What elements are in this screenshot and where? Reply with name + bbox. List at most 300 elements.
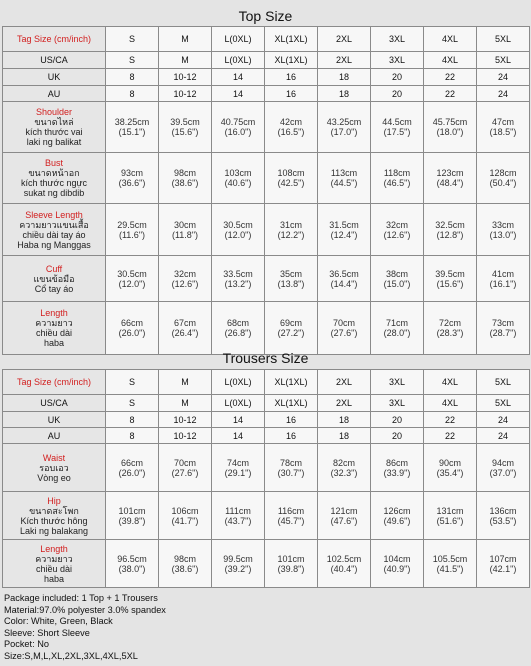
size-header-cell: 5XL [477,27,530,52]
measure-inch: (40.4") [330,563,358,574]
measure-label [3,204,106,256]
measure-inch: (38.0") [118,563,146,574]
measure-inch: (12.6") [383,229,411,240]
measure-inch: (29.1") [224,467,252,478]
measure-cm: 126cm [383,505,411,516]
measure-inch: (15.0") [383,278,411,289]
measure-value-cell [159,204,212,256]
size-row-us-ca [3,395,530,412]
measure-value-cell [212,256,265,302]
measure-value-cell [318,153,371,204]
measure-value-cell [318,540,371,588]
measure-translation: ขนาดไหล่ [34,117,74,127]
measure-label [3,492,106,540]
measure-inch: (40.9") [383,563,411,574]
size-value-cell: 20 [371,86,424,102]
pocket-line: Pocket: No [4,639,49,650]
size-value-cell: 5XL [477,395,530,412]
measure-inch: (26.4") [171,328,199,338]
measure-cm: 131cm [436,505,464,516]
size-value-cell: L(0XL) [212,395,265,412]
measure-value-cell [265,540,318,588]
measure-name: Bust [44,158,63,168]
size-value-cell: 18 [318,86,371,102]
measure-value-cell [212,153,265,204]
size-value-cell: 10-12 [159,428,212,444]
size-value-cell: 10-12 [159,86,212,102]
size-value-cell: 20 [371,69,424,86]
measure-cm: 70cm [173,457,196,468]
measure-translation: sukat ng dibdib [23,188,85,198]
top-size-table [2,26,530,355]
measure-cm: 44.5cm [382,117,412,127]
size-row-uk [3,69,530,86]
measure-inch: (39.2") [224,563,252,574]
size-system-label: UK [3,412,106,428]
measure-value-cell [477,492,530,540]
measure-value-cell [477,153,530,204]
measure-cm: 39.5cm [435,268,465,279]
size-header-cell: 4XL [424,27,477,52]
measure-row-waist [3,444,530,492]
measure-cm: 116cm [277,505,305,516]
size-value-cell: 16 [265,428,318,444]
measure-value-cell [424,153,477,204]
size-value-cell: 14 [212,428,265,444]
measure-inch: (13.8") [277,278,305,289]
size-value-cell: 24 [477,412,530,428]
measure-name: Length [40,543,68,554]
size-value-cell: 24 [477,428,530,444]
measure-row-shoulder [3,102,530,153]
size-value-cell: M [159,395,212,412]
size-value-cell: 14 [212,69,265,86]
measure-cm: 96.5cm [117,553,147,564]
measure-inch: (12.6") [171,278,199,289]
measure-inch: (18.5") [489,127,517,137]
measure-cm: 32cm [173,268,196,279]
measure-inch: (44.5") [330,178,358,188]
measure-inch: (27.2") [277,328,305,338]
size-value-cell: 20 [371,412,424,428]
measure-cm: 66cm [120,318,143,328]
size-header-cell: 2XL [318,370,371,395]
tag-size-label: Tag Size (cm/inch) [3,27,106,52]
measure-translation: Haba ng Manggas [17,239,91,250]
measure-inch: (45.7") [277,515,305,526]
measure-translation: Kích thước hông [20,515,88,526]
measure-value-cell [106,204,159,256]
measure-cm: 113cm [330,168,358,178]
measure-cm: 78cm [279,457,302,468]
size-value-cell: L(0XL) [212,52,265,69]
measure-cm: 72cm [438,318,461,328]
measure-inch: (27.6") [171,467,199,478]
measure-value-cell [318,102,371,153]
measure-translation: Cổ tay áo [34,283,74,294]
size-header-cell: 4XL [424,370,477,395]
measure-inch: (51.6") [436,515,464,526]
measure-name: Length [40,308,68,318]
size-header-cell: M [159,27,212,52]
measure-cm: 68cm [226,318,249,328]
measure-cm: 42cm [279,117,302,127]
measure-cm: 32.5cm [435,219,465,230]
measure-cm: 98cm [173,168,196,178]
measure-value-cell [371,204,424,256]
size-value-cell: 5XL [477,52,530,69]
size-value-cell: 3XL [371,395,424,412]
size-value-cell: XL(1XL) [265,52,318,69]
measure-translation: chiều dài tay áo [22,229,86,240]
measure-cm: 118cm [383,168,411,178]
measure-cm: 40.75cm [220,117,256,127]
size-header-cell: 5XL [477,370,530,395]
size-value-cell: 18 [318,412,371,428]
measure-cm: 67cm [173,318,196,328]
measure-inch: (16.5") [277,127,305,137]
measure-translation: kích thước ngực [21,178,87,188]
measure-inch: (39.8") [118,515,146,526]
measure-row-hip [3,492,530,540]
measure-value-cell [106,492,159,540]
measure-inch: (28.3") [436,328,464,338]
size-system-label: US/CA [3,52,106,69]
measure-name: Shoulder [35,107,73,117]
tag-size-label: Tag Size (cm/inch) [3,370,106,395]
measure-cm: 101cm [118,505,146,516]
measure-cm: 82cm [332,457,355,468]
measure-inch: (14.4") [330,278,358,289]
size-value-cell: 4XL [424,52,477,69]
measure-inch: (33.9") [383,467,411,478]
size-value-cell: 3XL [371,52,424,69]
measure-cm: 104cm [383,553,411,564]
measure-value-cell [106,444,159,492]
size-value-cell: 2XL [318,395,371,412]
measure-value-cell [159,256,212,302]
measure-cm: 39.5cm [170,117,200,127]
measure-cm: 45.75cm [432,117,468,127]
measure-inch: (12.0") [118,278,146,289]
measure-inch: (42.5") [277,178,305,188]
size-value-cell: 22 [424,428,477,444]
measure-value-cell [477,256,530,302]
size-value-cell: 22 [424,86,477,102]
measure-value-cell [424,302,477,355]
measure-translation: ขนาดสะโพก [29,505,79,516]
size-value-cell: 18 [318,428,371,444]
measure-value-cell [371,102,424,153]
measure-inch: (26.0") [118,467,146,478]
measure-cm: 111cm [225,505,251,516]
measure-translation: laki ng balikat [26,137,82,147]
size-value-cell: XL(1XL) [265,395,318,412]
measure-value-cell [371,540,424,588]
measure-cm: 66cm [120,457,143,468]
measure-inch: (41.5") [436,563,464,574]
measure-translation: แขนข้อมือ [33,273,75,284]
measure-inch: (18.0") [436,127,464,137]
measure-value-cell [318,204,371,256]
size-system-label: AU [3,428,106,444]
measure-inch: (27.6") [330,328,358,338]
measure-name: Cuff [45,263,63,274]
size-value-cell: 16 [265,69,318,86]
measure-value-cell [212,204,265,256]
size-header-cell: 3XL [371,27,424,52]
trousers-size-table [2,369,530,588]
measure-inch: (11.6") [118,229,146,240]
measure-value-cell [424,102,477,153]
size-header-cell: L(0XL) [212,27,265,52]
measure-cm: 128cm [489,168,517,178]
measure-inch: (46.5") [383,178,411,188]
material-line: Material:97.0% polyester 3.0% spandex [4,604,166,615]
measure-cm: 35cm [279,268,302,279]
measure-cm: 74cm [226,457,249,468]
measure-cm: 98cm [173,553,196,564]
measure-cm: 33.5cm [223,268,253,279]
measure-inch: (15.6") [171,127,199,137]
measure-cm: 99.5cm [223,553,253,564]
measure-inch: (42.1") [489,563,517,574]
size-value-cell: 14 [212,86,265,102]
measure-translation: haba [43,338,65,348]
measure-cm: 102.5cm [326,553,362,564]
measure-value-cell [159,102,212,153]
measure-name: Hip [47,495,61,506]
measure-translation: ความยาว [35,553,73,564]
measure-inch: (28.0") [383,328,411,338]
size-header-cell: L(0XL) [212,370,265,395]
measure-value-cell [265,492,318,540]
size-value-cell: 18 [318,69,371,86]
measure-value-cell [106,102,159,153]
measure-cm: 31cm [279,219,302,230]
measure-inch: (47.6") [330,515,358,526]
size-system-label: AU [3,86,106,102]
measure-inch: (16.1") [489,278,517,289]
size-value-cell: 10-12 [159,69,212,86]
measure-inch: (17.5") [383,127,411,137]
measure-value-cell [371,153,424,204]
measure-value-cell [159,540,212,588]
measure-translation: รอบเอว [39,462,69,473]
measure-inch: (12.2") [277,229,305,240]
measure-value-cell [424,444,477,492]
size-value-cell: S [106,395,159,412]
measure-value-cell [477,444,530,492]
size-header-row [3,370,530,395]
measure-value-cell [318,444,371,492]
measure-value-cell [212,102,265,153]
size-value-cell: S [106,52,159,69]
measure-value-cell [371,256,424,302]
measure-inch: (39.8") [277,563,305,574]
size-value-cell: 10-12 [159,412,212,428]
measure-cm: 73cm [491,318,514,328]
measure-value-cell [371,444,424,492]
measure-translation: ความยาว [35,318,73,328]
measure-cm: 70cm [332,318,355,328]
size-header-cell: 3XL [371,370,424,395]
measure-translation: chiều dài [35,563,73,574]
measure-cm: 33cm [491,219,514,230]
measure-translation: ความยาวแขนเสื้อ [19,219,89,230]
measure-cm: 47cm [491,117,514,127]
size-value-cell: 24 [477,86,530,102]
measure-cm: 86cm [385,457,408,468]
measure-row-length [3,302,530,355]
measure-inch: (41.7") [171,515,199,526]
measure-value-cell [106,153,159,204]
size-row-au [3,428,530,444]
measure-cm: 32cm [385,219,408,230]
measure-cm: 107cm [489,553,517,564]
size-value-cell: 16 [265,412,318,428]
size-value-cell: 22 [424,412,477,428]
measure-inch: (49.6") [383,515,411,526]
measure-inch: (11.8") [171,229,199,240]
measure-inch: (12.0") [224,229,252,240]
measure-inch: (17.0") [330,127,358,137]
measure-cm: 43.25cm [326,117,362,127]
size-header-cell: M [159,370,212,395]
measure-inch: (50.4") [489,178,517,188]
measure-label [3,540,106,588]
measure-value-cell [318,256,371,302]
measure-value-cell [477,540,530,588]
measure-value-cell [106,256,159,302]
measure-cm: 101cm [277,553,305,564]
measure-translation: chiều dài [35,328,73,338]
measure-value-cell [265,102,318,153]
measure-value-cell [477,102,530,153]
measure-label [3,102,106,153]
measure-cm: 121cm [330,505,358,516]
measure-value-cell [106,302,159,355]
measure-value-cell [212,492,265,540]
measure-inch: (43.7") [224,515,252,526]
measure-value-cell [318,492,371,540]
sleeve-line: Sleeve: Short Sleeve [4,627,90,638]
measure-label [3,256,106,302]
size-system-label: UK [3,69,106,86]
top-size-title: Top Size [238,8,293,24]
measure-translation: Laki ng balakang [19,525,89,536]
measure-value-cell [212,540,265,588]
package-line: Package included: 1 Top + 1 Trousers [4,593,158,603]
measure-cm: 90cm [438,457,461,468]
measure-inch: (48.4") [436,178,464,188]
measure-cm: 38.25cm [114,117,150,127]
measure-value-cell [159,302,212,355]
measure-inch: (40.6") [224,178,252,188]
measure-cm: 93cm [120,168,143,178]
measure-cm: 38cm [385,268,408,279]
measure-cm: 31.5cm [329,219,359,230]
measure-inch: (32.3") [330,467,358,478]
measure-cm: 30.5cm [223,219,253,230]
measure-translation: kích thước vai [25,127,83,137]
measure-label [3,302,106,355]
measure-value-cell [424,256,477,302]
measure-inch: (35.4") [436,467,464,478]
measure-value-cell [318,302,371,355]
size-value-cell: 8 [106,86,159,102]
measure-cm: 69cm [279,318,302,328]
measure-value-cell [371,302,424,355]
measure-inch: (53.5") [489,515,517,526]
size-value-cell: 16 [265,86,318,102]
measure-translation: ขนาดหน้าอก [28,168,80,178]
size-row-us-ca [3,52,530,69]
size-row-au [3,86,530,102]
measure-inch: (36.6") [118,178,146,188]
measure-value-cell [424,540,477,588]
measure-value-cell [371,492,424,540]
measure-value-cell [212,444,265,492]
measure-value-cell [159,153,212,204]
measure-cm: 136cm [489,505,517,516]
trousers-size-title: Trousers Size [222,350,309,366]
measure-label [3,444,106,492]
measure-value-cell [106,540,159,588]
measure-translation: Vòng eo [37,472,71,483]
size-list-line: Size:S,M,L,XL,2XL,3XL,4XL,5XL [4,650,138,661]
measure-translation: haba [43,573,65,584]
size-value-cell: 20 [371,428,424,444]
measure-value-cell [477,204,530,256]
size-value-cell: 24 [477,69,530,86]
product-details [4,593,166,663]
size-header-cell: XL(1XL) [265,370,318,395]
measure-name: Sleeve Length [25,209,83,220]
measure-cm: 29.5cm [117,219,147,230]
measure-value-cell [424,204,477,256]
measure-inch: (12.8") [436,229,464,240]
measure-value-cell [424,492,477,540]
measure-value-cell [477,302,530,355]
size-header-cell: XL(1XL) [265,27,318,52]
size-header-row [3,27,530,52]
color-line: Color: White, Green, Black [4,616,113,627]
size-header-cell: S [106,370,159,395]
measure-value-cell [265,153,318,204]
size-header-cell: S [106,27,159,52]
measure-cm: 105.5cm [432,553,468,564]
measure-cm: 103cm [224,168,252,178]
measure-label [3,153,106,204]
measure-value-cell [159,444,212,492]
measure-inch: (38.6") [171,563,199,574]
measure-cm: 71cm [385,318,408,328]
measure-inch: (26.0") [118,328,146,338]
measure-row-cuff [3,256,530,302]
size-value-cell: 8 [106,69,159,86]
measure-row-length [3,540,530,588]
measure-cm: 41cm [491,268,514,279]
measure-inch: (28.7") [489,328,517,338]
size-value-cell: 2XL [318,52,371,69]
measure-value-cell [265,204,318,256]
measure-cm: 94cm [491,457,514,468]
measure-cm: 30.5cm [117,268,147,279]
size-value-cell: 4XL [424,395,477,412]
measure-cm: 108cm [277,168,305,178]
measure-inch: (38.6") [171,178,199,188]
